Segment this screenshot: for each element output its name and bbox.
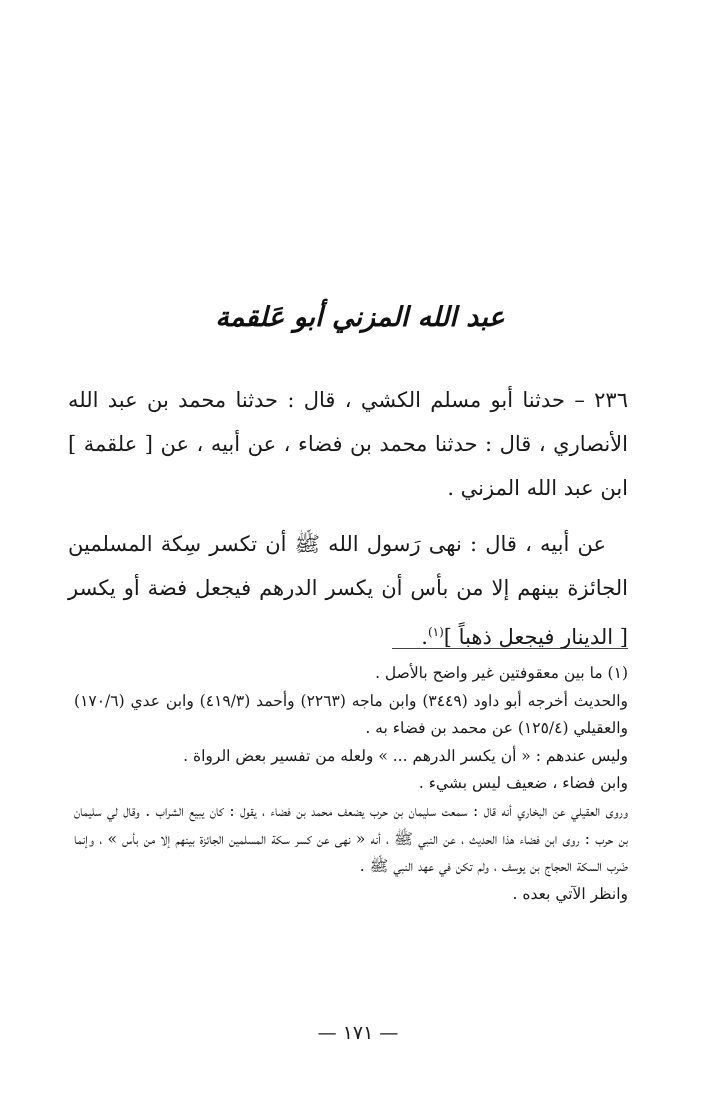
matn-text: عن أبيه ، قال : نهى رَسول الله ﷺ أن تكسر سِكة المسلمين الجائزة بينهم إلا من بأس أن يكسر الدرهم فيجعل فضة أو يكسر [ الدينار فيجعل ذهباً ] bbox=[68, 532, 628, 649]
chapter-heading: عبد الله المزني أبو عَلقمة bbox=[215, 302, 505, 333]
footnote-line: (١) ما بين معقوفتين غير واضح بالأصل . bbox=[375, 664, 628, 682]
page-number: — ١٧١ — bbox=[317, 1022, 399, 1044]
footnote-line: والحديث أخرجه أبو داود (٣٤٤٩) وابن ماجه (٢٢٦٣) وأحمد (٤١٩/٣) وابن عدي (١٧٠/٦) والعقيلي (١٢٥/٤) عن محمد بن فضاء به . bbox=[74, 691, 628, 738]
hadith-text bbox=[68, 378, 628, 659]
isnad-paragraph: ٢٣٦ – حدثنا أبو مسلم الكشي ، قال : حدثنا محمد بن عبد الله الأنصاري ، قال : حدثنا محمد بن فضاء ، عن أبيه ، عن [ علقمة ] ابن عبد الله المزني . bbox=[68, 388, 628, 500]
footnote-line: وابن فضاء ، ضعيف ليس بشيء . bbox=[418, 774, 628, 793]
matn-end: . bbox=[421, 625, 428, 649]
footnote-line: وليس عندهم : « أن يكسر الدرهم ... » ولعله من تفسير بعض الرواة . bbox=[183, 746, 628, 765]
footnote-line: وانظر الآتي بعده . bbox=[512, 884, 628, 903]
footnote-divider bbox=[392, 648, 628, 649]
footnote-line: وروى العقيلي عن البخاري أنه قال : سمعت سليمان بن حرب يضعف محمد بن فضاء ، يقول : كان يبيع الشراب . وقال لي سليمان بن حرب : روى ابن فضاء هذا الحديث ، عن النبي ﷺ ، أنه « نهى عن كسر سكة المسلمين الجائزة بينهم إلا من بأس » ، وإنما ضَرب السكة الحجاج بن يوسف ، ولم تكن في عهد النبي ﷺ . bbox=[74, 801, 628, 876]
footnote-reference: (١) bbox=[427, 625, 444, 639]
footnotes bbox=[74, 660, 628, 908]
matn-paragraph bbox=[68, 522, 628, 659]
